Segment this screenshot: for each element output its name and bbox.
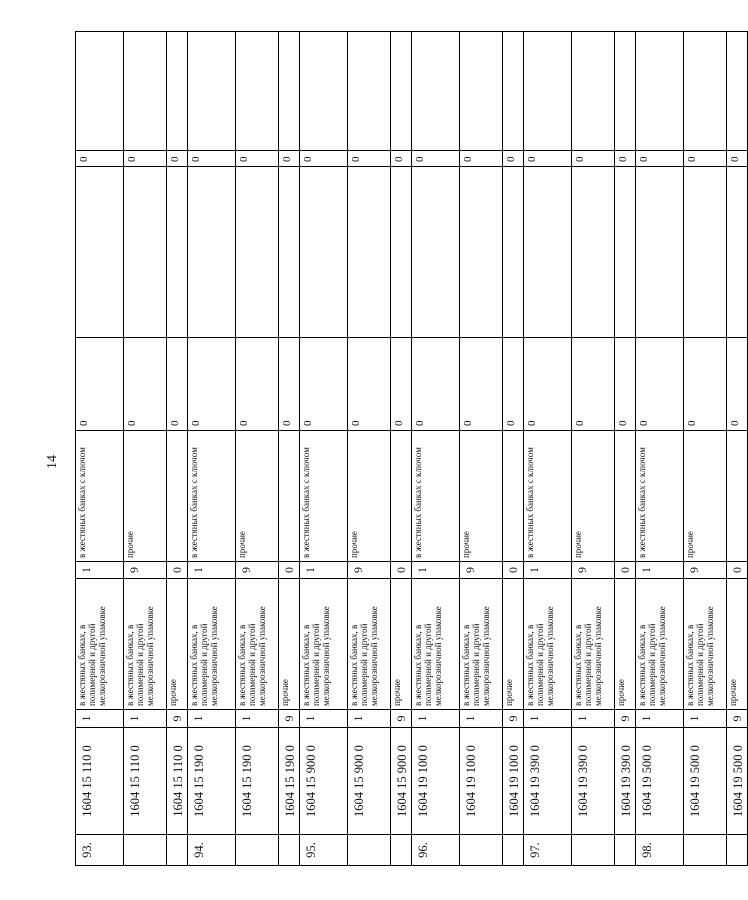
level2-digit: 0 (503, 562, 524, 579)
level2-digit: 9 (460, 562, 503, 579)
level1-description: в жестяных банках, в полимерной и другой мелкорозничной упаковке (76, 579, 124, 710)
rate-1: 0 (727, 338, 748, 431)
note-1 (188, 167, 236, 338)
level2-description: в жестяных банках с ключом (188, 431, 236, 562)
item-number: 94. (188, 835, 236, 866)
tn-ved-code: 1604 19 100 0 (412, 728, 460, 835)
note-2 (636, 32, 684, 151)
level1-description: прочие (391, 579, 412, 710)
level2-digit: 1 (524, 562, 572, 579)
level2-description (167, 431, 188, 562)
table-row (412, 32, 460, 866)
level1-digit: 9 (727, 710, 748, 728)
level2-description: в жестяных банках с ключом (524, 431, 572, 562)
tn-ved-code: 1604 15 110 0 (167, 728, 188, 835)
table-row (236, 32, 279, 866)
rate-1: 0 (300, 338, 348, 431)
item-number (572, 835, 615, 866)
level1-description: в жестяных банках, в полимерной и другой мелкорозничной упаковке (124, 579, 167, 710)
level1-description: прочие (615, 579, 636, 710)
note-1 (279, 167, 300, 338)
table-row (124, 32, 167, 866)
level1-description: прочие (167, 579, 188, 710)
level2-digit: 0 (167, 562, 188, 579)
level1-digit: 1 (76, 710, 124, 728)
level1-digit: 9 (279, 710, 300, 728)
tn-ved-code: 1604 15 900 0 (300, 728, 348, 835)
level2-description: прочие (124, 431, 167, 562)
level2-description: прочие (572, 431, 615, 562)
level1-description: прочие (727, 579, 748, 710)
table-row (636, 32, 684, 866)
rate-1: 0 (684, 338, 727, 431)
note-2 (727, 32, 748, 151)
level2-digit: 0 (615, 562, 636, 579)
rate-1: 0 (412, 338, 460, 431)
level2-digit: 0 (279, 562, 300, 579)
level2-description: в жестяных банках с ключом (76, 431, 124, 562)
table-row (572, 32, 615, 866)
level2-description (727, 431, 748, 562)
tn-ved-code: 1604 15 900 0 (391, 728, 412, 835)
level2-digit: 1 (636, 562, 684, 579)
level1-description: в жестяных банках, в полимерной и другой мелкорозничной упаковке (636, 579, 684, 710)
note-1 (615, 167, 636, 338)
level1-digit: 1 (460, 710, 503, 728)
level1-digit: 1 (124, 710, 167, 728)
rate-1: 0 (503, 338, 524, 431)
rate-2: 0 (236, 151, 279, 167)
tn-ved-code: 1604 19 500 0 (727, 728, 748, 835)
rate-1: 0 (279, 338, 300, 431)
tn-ved-code: 1604 19 390 0 (524, 728, 572, 835)
note-1 (236, 167, 279, 338)
item-number (348, 835, 391, 866)
level1-description: в жестяных банках, в полимерной и другой мелкорозничной упаковке (572, 579, 615, 710)
item-number (460, 835, 503, 866)
note-1 (727, 167, 748, 338)
table-row (615, 32, 636, 866)
level2-description (279, 431, 300, 562)
note-1 (524, 167, 572, 338)
table-row (300, 32, 348, 866)
level2-digit: 9 (124, 562, 167, 579)
rate-2: 0 (300, 151, 348, 167)
note-2 (391, 32, 412, 151)
note-1 (412, 167, 460, 338)
level1-digit: 9 (615, 710, 636, 728)
note-2 (412, 32, 460, 151)
item-number: 95. (300, 835, 348, 866)
rate-1: 0 (391, 338, 412, 431)
level1-digit: 1 (684, 710, 727, 728)
level1-description: прочие (279, 579, 300, 710)
level1-description: в жестяных банках, в полимерной и другой мелкорозничной упаковке (460, 579, 503, 710)
table-row (279, 32, 300, 866)
level2-description (503, 431, 524, 562)
note-1 (503, 167, 524, 338)
item-number (167, 835, 188, 866)
tn-ved-code: 1604 19 390 0 (615, 728, 636, 835)
level2-digit: 1 (76, 562, 124, 579)
rate-1: 0 (524, 338, 572, 431)
rate-1: 0 (615, 338, 636, 431)
tn-ved-code: 1604 15 900 0 (348, 728, 391, 835)
level1-digit: 1 (524, 710, 572, 728)
level2-description: в жестяных банках с ключом (412, 431, 460, 562)
level2-digit: 1 (188, 562, 236, 579)
item-number (279, 835, 300, 866)
rate-2: 0 (167, 151, 188, 167)
page-number: 14 (45, 455, 60, 469)
item-number: 93. (76, 835, 124, 866)
rate-1: 0 (124, 338, 167, 431)
level2-description: в жестяных банках с ключом (636, 431, 684, 562)
level1-description: в жестяных банках, в полимерной и другой мелкорозничной упаковке (412, 579, 460, 710)
level2-digit: 9 (348, 562, 391, 579)
note-2 (503, 32, 524, 151)
rate-1: 0 (348, 338, 391, 431)
rate-2: 0 (460, 151, 503, 167)
note-2 (348, 32, 391, 151)
table-row (76, 32, 124, 866)
level1-description: в жестяных банках, в полимерной и другой мелкорозничной упаковке (188, 579, 236, 710)
rate-2: 0 (503, 151, 524, 167)
note-1 (572, 167, 615, 338)
tn-ved-code: 1604 15 190 0 (236, 728, 279, 835)
rate-1: 0 (236, 338, 279, 431)
rotated-table-container (75, 32, 745, 866)
rate-2: 0 (636, 151, 684, 167)
level2-description (615, 431, 636, 562)
rate-2: 0 (188, 151, 236, 167)
level2-digit: 9 (684, 562, 727, 579)
rate-2: 0 (727, 151, 748, 167)
rate-2: 0 (524, 151, 572, 167)
note-1 (76, 167, 124, 338)
note-1 (684, 167, 727, 338)
level2-description (391, 431, 412, 562)
level2-digit: 9 (236, 562, 279, 579)
note-1 (391, 167, 412, 338)
rate-2: 0 (124, 151, 167, 167)
item-number (615, 835, 636, 866)
note-2 (460, 32, 503, 151)
table-row (167, 32, 188, 866)
tn-ved-code: 1604 19 500 0 (636, 728, 684, 835)
level1-digit: 1 (300, 710, 348, 728)
note-2 (572, 32, 615, 151)
level1-description: в жестяных банках, в полимерной и другой мелкорозничной упаковке (684, 579, 727, 710)
note-1 (460, 167, 503, 338)
note-2 (300, 32, 348, 151)
rate-1: 0 (572, 338, 615, 431)
level1-digit: 1 (348, 710, 391, 728)
rate-2: 0 (412, 151, 460, 167)
note-2 (124, 32, 167, 151)
level1-description: прочие (503, 579, 524, 710)
level2-description: прочие (460, 431, 503, 562)
tn-ved-code: 1604 19 390 0 (572, 728, 615, 835)
level2-description: прочие (236, 431, 279, 562)
level2-digit: 1 (412, 562, 460, 579)
level2-description: прочие (684, 431, 727, 562)
item-number: 98. (636, 835, 684, 866)
item-number (684, 835, 727, 866)
level1-digit: 9 (391, 710, 412, 728)
tn-ved-code: 1604 19 100 0 (503, 728, 524, 835)
table-row (188, 32, 236, 866)
note-2 (615, 32, 636, 151)
tn-ved-code: 1604 15 110 0 (76, 728, 124, 835)
tn-ved-code: 1604 19 500 0 (684, 728, 727, 835)
level1-digit: 1 (636, 710, 684, 728)
level1-digit: 9 (503, 710, 524, 728)
level1-digit: 1 (412, 710, 460, 728)
level1-digit: 9 (167, 710, 188, 728)
rate-1: 0 (188, 338, 236, 431)
note-2 (279, 32, 300, 151)
note-2 (524, 32, 572, 151)
tn-ved-code: 1604 19 100 0 (460, 728, 503, 835)
note-2 (236, 32, 279, 151)
rate-2: 0 (348, 151, 391, 167)
item-number (124, 835, 167, 866)
level2-digit: 1 (300, 562, 348, 579)
item-number: 96. (412, 835, 460, 866)
table-row (503, 32, 524, 866)
note-1 (348, 167, 391, 338)
rate-2: 0 (279, 151, 300, 167)
level2-digit: 0 (727, 562, 748, 579)
tn-ved-code: 1604 15 190 0 (279, 728, 300, 835)
rate-2: 0 (684, 151, 727, 167)
tariff-table (75, 31, 748, 866)
table-row (524, 32, 572, 866)
note-1 (124, 167, 167, 338)
note-2 (167, 32, 188, 151)
rate-2: 0 (76, 151, 124, 167)
note-1 (300, 167, 348, 338)
level1-digit: 1 (236, 710, 279, 728)
item-number (391, 835, 412, 866)
rate-1: 0 (460, 338, 503, 431)
rate-2: 0 (615, 151, 636, 167)
tn-ved-code: 1604 15 110 0 (124, 728, 167, 835)
level2-digit: 0 (391, 562, 412, 579)
level1-digit: 1 (188, 710, 236, 728)
level1-digit: 1 (572, 710, 615, 728)
level2-digit: 9 (572, 562, 615, 579)
tn-ved-code: 1604 15 190 0 (188, 728, 236, 835)
table-row (727, 32, 748, 866)
level2-description: прочие (348, 431, 391, 562)
note-1 (636, 167, 684, 338)
table-row (348, 32, 391, 866)
rate-2: 0 (572, 151, 615, 167)
table-row (684, 32, 727, 866)
item-number: 97. (524, 835, 572, 866)
table-row (391, 32, 412, 866)
note-2 (684, 32, 727, 151)
rate-2: 0 (391, 151, 412, 167)
rate-1: 0 (636, 338, 684, 431)
item-number (727, 835, 748, 866)
level1-description: в жестяных банках, в полимерной и другой мелкорозничной упаковке (300, 579, 348, 710)
table-row (460, 32, 503, 866)
level1-description: в жестяных банках, в полимерной и другой мелкорозничной упаковке (236, 579, 279, 710)
rate-1: 0 (76, 338, 124, 431)
level1-description: в жестяных банках, в полимерной и другой мелкорозничной упаковке (524, 579, 572, 710)
note-2 (76, 32, 124, 151)
item-number (503, 835, 524, 866)
level2-description: в жестяных банках с ключом (300, 431, 348, 562)
rate-1: 0 (167, 338, 188, 431)
note-1 (167, 167, 188, 338)
level1-description: в жестяных банках, в полимерной и другой мелкорозничной упаковке (348, 579, 391, 710)
note-2 (188, 32, 236, 151)
item-number (236, 835, 279, 866)
